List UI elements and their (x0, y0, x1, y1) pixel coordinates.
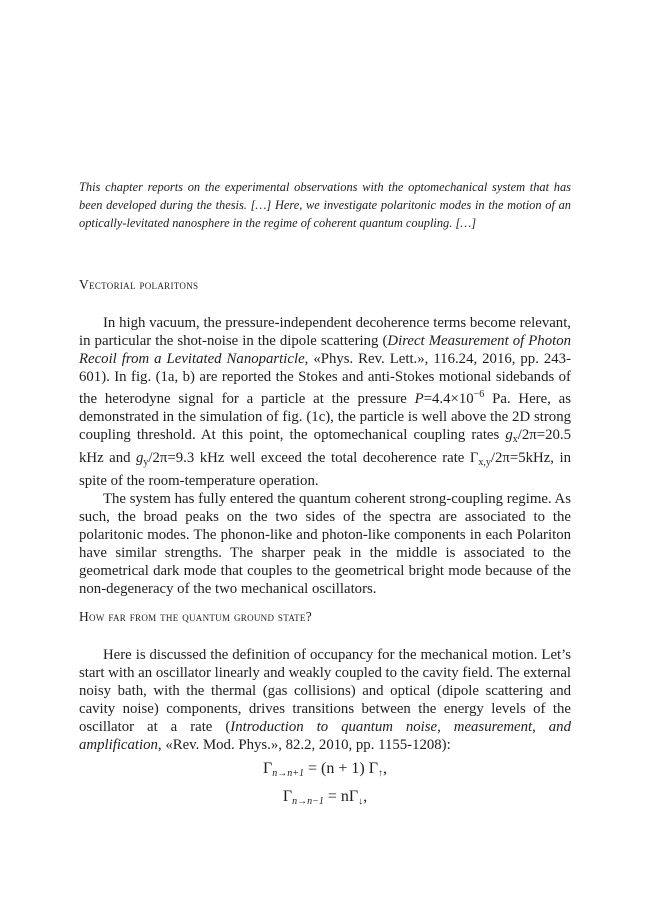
equation-2 (0, 788, 650, 807)
text-run: Here is discussed the definition of occupancy for the mechanical motion. Let’s start with an oscillator linearly and weakly coupled to the cavity field. The external noisy bath, with the thermal (gas collisions) and optical (dipole scattering and cavity noise) components, drives transitions between the energy levels of the oscillator at a rate ( (79, 647, 571, 735)
section2-body (79, 646, 571, 754)
pressure-value: =4.4×10 (423, 391, 474, 407)
text-run: In high vacuum, the pressure-independent decoherence terms become relevant, in particular the shot-noise in the dipole scattering ( (79, 315, 571, 349)
eq-subscript: ↓ (358, 796, 364, 807)
subscript: x (512, 434, 518, 445)
pressure-exponent: −6 (473, 389, 485, 400)
subscript: y (143, 457, 149, 468)
coupling-value-gy: /2π=9.3 kHz well exceed the total decoherence rate Γ (148, 450, 479, 466)
text-run: , «Rev. Mod. Phys.», 82.2, 2010, pp. 1155-1208): (157, 737, 451, 753)
text-run: /2π=5kHz, in spite of the room-temperature operation. (79, 450, 571, 489)
eq-subscript: n→n+1 (272, 768, 305, 779)
eq-rhs: = nΓ (323, 788, 359, 805)
section1-paragraph-1 (79, 314, 571, 490)
eq-symbol: Γ (282, 788, 293, 805)
eq-subscript: n→n−1 (292, 796, 324, 807)
coupling-value-gx: /2π=20.5 kHz and (79, 427, 571, 466)
section1-body (79, 314, 571, 598)
section-title-vectorial-polaritons: Vectorial polaritons (79, 277, 199, 292)
reference-title: Introduction to quantum noise, measurement, and amplification (79, 719, 571, 753)
abstract-text: This chapter reports on the experimental observations with the optomechanical system that has been developed during the thesis. […] Here, we investigate polaritonic modes in the motion of an optically-levitated nanosphere in the regime of coherent quantum coupling. […] (79, 180, 571, 231)
text-run: , «Phys. Rev. Lett.», 116.24, 2016, pp. 243-601). In fig. (1a, b) are reported the Stokes and anti-Stokes motional sidebands of the heterodyne signal for a particle at the pressure (79, 351, 572, 407)
coupling-symbol-gy: g (136, 450, 144, 466)
subscript: x,y (478, 457, 491, 468)
eq-rhs: = (n + 1) Γ (304, 760, 378, 777)
eq-subscript: ↑ (377, 768, 383, 779)
eq-punct: , (382, 760, 387, 777)
coupling-symbol-gx: g (505, 427, 513, 443)
eq-punct: , (363, 788, 368, 805)
text-run: Pa. Here, as demonstrated in the simulation of fig. (1c), the particle is well above the 2D strong coupling threshold. At this point, the optomechanical coupling rates (79, 391, 571, 443)
section2-paragraph-1 (79, 646, 571, 754)
eq-symbol: Γ (263, 760, 273, 777)
reference-title: Direct Measurement of Photon Recoil from a Levitated Nanoparticle (79, 333, 572, 367)
chapter-abstract (79, 178, 571, 233)
equation-1 (0, 760, 650, 779)
section-title-ground-state: How far from the quantum ground state? (79, 609, 313, 624)
section1-paragraph-2: The system has fully entered the quantum coherent strong-coupling regime. As such, the broad peaks on the two sides of the spectra are associated to the polaritonic modes. The phonon-like and photon-like components in each Polariton have similar strengths. The sharper peak in the middle is associated to the geometrical dark mode that couples to the geometrical bright mode because of the non-degeneracy of the two mechanical oscillators. (79, 491, 571, 597)
pressure-symbol: P (414, 391, 424, 407)
